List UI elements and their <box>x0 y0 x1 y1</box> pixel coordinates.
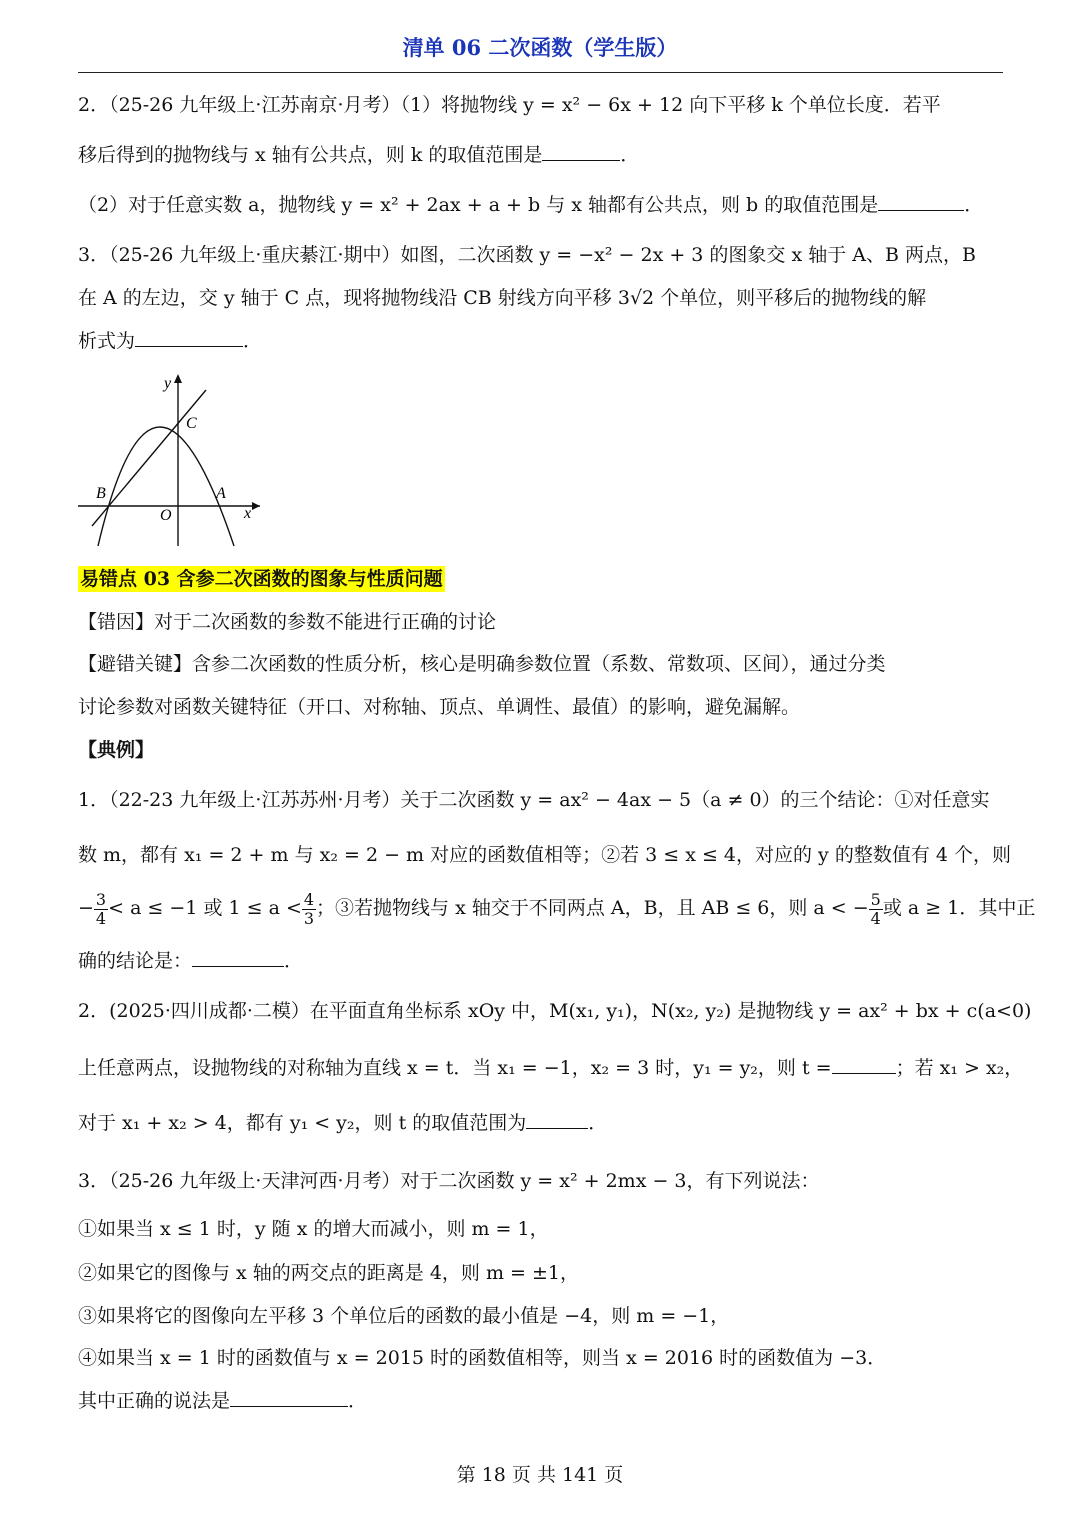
answer-blank[interactable] <box>192 948 284 967</box>
text: − <box>78 897 94 919</box>
text: 3．（25-26 九年级上·重庆綦江·期中）如图，二次函数 y = −x² − 2x + 3 的图象交 x 轴于 A、B 两点，B <box>78 244 976 266</box>
text: 上任意两点，设抛物线的对称轴为直线 x = t．当 x₁ = −1，x₂ = 3 时，y₁ = y₂，则 t = <box>78 1057 832 1079</box>
example-1-line-4 <box>78 948 1003 974</box>
section-title: 易错点 03 含参二次函数的图象与性质问题 <box>80 568 443 590</box>
point-c-label: C <box>186 415 197 432</box>
answer-blank[interactable] <box>526 1110 588 1129</box>
numerator: 4 <box>303 889 315 909</box>
origin-label: O <box>160 507 172 524</box>
text: ；③若抛物线与 x 轴交于不同两点 A，B，且 AB ≤ 6，则 a < − <box>316 897 869 919</box>
text: 移后得到的抛物线与 x 轴有公共点，则 k 的取值范围是 <box>78 144 543 166</box>
text: 【错因】对于二次函数的参数不能进行正确的讨论 <box>78 611 497 633</box>
numerator: 3 <box>95 889 107 909</box>
example-1-line-2 <box>78 842 1011 868</box>
key-line-1 <box>78 651 1003 677</box>
header-divider <box>78 72 1003 73</box>
fraction-5-4 <box>869 891 883 928</box>
key-line-2 <box>78 694 1003 720</box>
text: 2．（25-26 九年级上·江苏南京·月考）（1）将抛物线 y = x² − 6x + 12 向下平移 k 个单位长度．若平 <box>78 94 941 116</box>
point-b-label: B <box>96 485 106 502</box>
text: ． <box>243 330 263 352</box>
example-3-conclusion <box>78 1388 1003 1414</box>
text: ③如果将它的图像向左平移 3 个单位后的函数的最小值是 −4，则 m = −1， <box>78 1305 730 1327</box>
text: ④如果当 x = 1 时的函数值与 x = 2015 时的函数值相等，则当 x = 2016 时的函数值为 −3． <box>78 1347 887 1369</box>
answer-blank[interactable] <box>135 328 243 347</box>
section-title-line <box>78 566 1003 592</box>
text: 【典例】 <box>78 739 155 761</box>
fraction-4-3 <box>302 891 316 928</box>
example-2-line-2 <box>78 1055 1024 1081</box>
question-3-line-2 <box>78 285 1003 311</box>
answer-blank[interactable] <box>832 1055 896 1074</box>
text: < a ≤ −1 或 1 ≤ a < <box>108 897 302 919</box>
question-2-line-1 <box>78 92 1003 118</box>
fraction-3-4 <box>94 891 108 928</box>
example-1-line-3 <box>78 889 1036 928</box>
text: ． <box>348 1390 368 1412</box>
text: 数 m，都有 x₁ = 2 + m 与 x₂ = 2 − m 对应的函数值相等；②若 3 ≤ x ≤ 4，对应的 y 的整数值有 4 个，则 <box>78 844 1011 866</box>
question-2-line-2 <box>78 142 1003 168</box>
answer-blank[interactable] <box>878 192 964 211</box>
text: ． <box>620 144 640 166</box>
answer-blank[interactable] <box>230 1388 348 1407</box>
question-2-line-3 <box>78 192 1003 218</box>
example-3-statement-3 <box>78 1303 1003 1329</box>
text: 析式为 <box>78 330 136 352</box>
example-2-line-3 <box>78 1110 1003 1136</box>
text: （2）对于任意实数 a，抛物线 y = x² + 2ax + a + b 与 x 轴都有公共点，则 b 的取值范围是 <box>78 194 879 216</box>
text: 1．（22-23 九年级上·江苏苏州·月考）关于二次函数 y = ax² − 4ax − 5（a ≠ 0）的三个结论：①对任意实 <box>78 789 990 811</box>
x-axis-arrow <box>252 502 260 510</box>
text: ；若 x₁ > x₂， <box>895 1057 1024 1079</box>
point-a-label: A <box>216 485 226 502</box>
text: 3．（25-26 九年级上·天津河西·月考）对于二次函数 y = x² + 2mx − 3，有下列说法： <box>78 1170 820 1192</box>
text: ． <box>284 950 304 972</box>
text: ①如果当 x ≤ 1 时，y 随 x 的增大而减小，则 m = 1， <box>78 1218 549 1240</box>
denominator: 4 <box>870 908 881 928</box>
parabola-curve <box>98 427 234 546</box>
page-header-title: 清单 06 二次函数（学生版） <box>402 35 678 60</box>
question-3-line-3 <box>78 328 1003 354</box>
numerator: 5 <box>870 889 881 909</box>
y-axis-arrow <box>174 374 182 383</box>
text: 确的结论是： <box>78 950 193 972</box>
example-3-statement-2 <box>78 1260 1003 1286</box>
question-3-line-1 <box>78 242 1003 268</box>
text: 其中正确的说法是 <box>78 1390 231 1412</box>
example-heading <box>78 737 1003 763</box>
page-footer: 第 18 页 共 141 页 <box>456 1464 624 1486</box>
example-3-line-1 <box>78 1168 1003 1194</box>
text: 或 a ≥ 1．其中正 <box>882 897 1036 919</box>
text: ． <box>588 1112 608 1134</box>
text: 2．(2025·四川成都·二模）在平面直角坐标系 xOy 中，M(x₁, y₁)，N(x₂, y₂) 是抛物线 y = ax² + bx + c(a<0) <box>78 1000 1032 1022</box>
text: ②如果它的图像与 x 轴的两交点的距离是 4，则 m = ±1， <box>78 1262 579 1284</box>
text: 讨论参数对函数关键特征（开口、对称轴、顶点、单调性、最值）的影响，避免漏解。 <box>78 696 801 718</box>
denominator: 4 <box>95 908 107 928</box>
y-axis-label: y <box>164 375 172 392</box>
example-3-statement-1 <box>78 1216 1003 1242</box>
text: 对于 x₁ + x₂ > 4，都有 y₁ < y₂，则 t 的取值范围为 <box>78 1112 527 1134</box>
example-2-line-1 <box>78 998 1032 1024</box>
x-axis-label: x <box>244 505 252 522</box>
denominator: 3 <box>303 908 315 928</box>
example-1-line-1 <box>78 787 1003 813</box>
text: 在 A 的左边，交 y 轴于 C 点，现将抛物线沿 CB 射线方向平移 3√2 个单位，则平移后的抛物线的解 <box>78 287 927 309</box>
error-cause <box>78 609 1003 635</box>
text: ． <box>964 194 984 216</box>
text: 【避错关键】含参二次函数的性质分析，核心是明确参数位置（系数、常数项、区间），通过分类 <box>78 653 886 675</box>
answer-blank[interactable] <box>542 142 620 161</box>
example-3-statement-4 <box>78 1345 1003 1371</box>
parabola-graph <box>74 368 264 548</box>
